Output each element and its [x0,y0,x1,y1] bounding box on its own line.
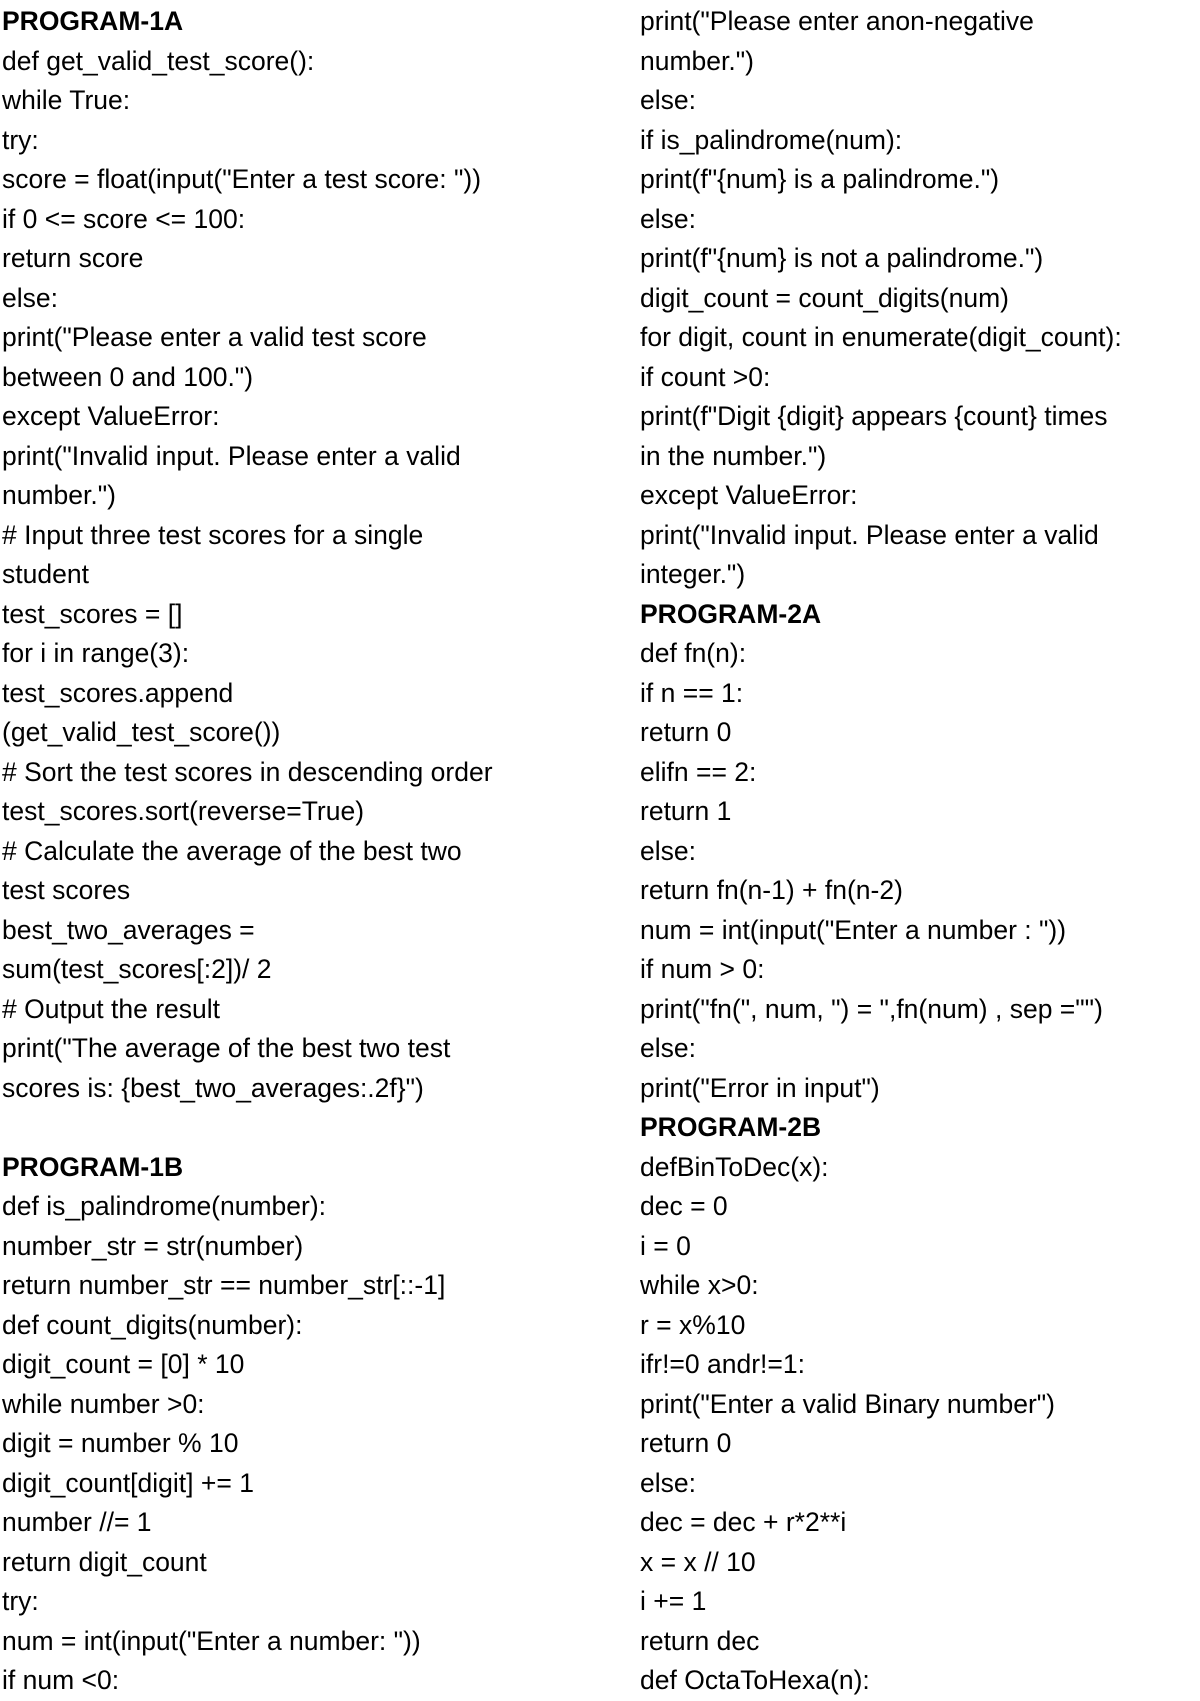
code-line: return number_str == number_str[::-1] [2,1270,446,1300]
code-line: else: [640,1467,696,1498]
program-heading: PROGRAM-1A [2,6,184,36]
code-line: scores is: {best_two_averages:.2f}") [2,1072,424,1103]
code-line: # Input three test scores for a single [2,519,424,550]
code-line: def get_valid_test_score(): [2,45,315,76]
code-line: student [2,559,89,589]
code-line: except ValueError: [640,480,858,510]
program-heading: PROGRAM-2B [640,1112,822,1142]
code-line: in the number.") [640,440,827,471]
code-line: print("Invalid input. Please enter a valid [640,519,1099,550]
code-line: digit_count[digit] += 1 [2,1467,254,1498]
left-column [2,2,582,1701]
code-line: test scores [2,875,131,905]
code-line: (get_valid_test_score()) [2,717,281,747]
code-line: ifr!=0 andr!=1: [640,1349,805,1379]
code-line: for digit, count in enumerate(digit_count): [640,322,1122,352]
code-line: return digit_count [2,1546,207,1577]
code-line: if is_palindrome(num): [640,124,903,155]
program-heading: PROGRAM-1B [2,1151,184,1182]
code-line: else: [640,1033,696,1063]
code-line: else: [640,203,696,234]
code-line: print("Invalid input. Please enter a valid [2,440,461,471]
code-line: return 0 [640,717,732,747]
code-line: number_str = str(number) [2,1230,304,1261]
code-line: # Output the result [2,993,221,1024]
code-line: i = 0 [640,1230,691,1261]
code-line: digit_count = count_digits(num) [640,282,1010,313]
code-line: try: [2,1586,39,1616]
code-line: return dec [640,1625,760,1656]
code-line: sum(test_scores[:2])/ 2 [2,954,272,984]
code-line: return score [2,243,144,273]
code-line: return 0 [640,1428,732,1458]
code-line: for i in range(3): [2,638,190,668]
code-line: x = x // 10 [640,1546,756,1577]
code-line: print(f"{num} is not a palindrome.") [640,243,1044,273]
code-line: return 1 [640,796,732,826]
code-line: number //= 1 [2,1507,152,1537]
code-line: print(f"{num} is a palindrome.") [640,164,1000,194]
program-heading: PROGRAM-2A [640,598,822,629]
code-line: test_scores.append [2,677,234,708]
code-line: else: [640,835,696,866]
code-line: best_two_averages = [2,914,255,945]
code-line: num = int(input("Enter a number : ")) [640,914,1067,945]
code-line: while x>0: [640,1270,759,1300]
code-line: print("fn(", num, ") = ",fn(num) , sep ="") [640,993,1103,1024]
code-line: score = float(input("Enter a test score: ")) [2,164,482,194]
code-line: i += 1 [640,1586,707,1616]
code-line: print("The average of the best two test [2,1033,451,1063]
code-line: return fn(n-1) + fn(n-2) [640,875,903,905]
code-line: print("Please enter anon-negative [640,6,1034,36]
code-line: integer.") [640,559,746,589]
code-line: test_scores.sort(reverse=True) [2,796,365,826]
code-line: # Calculate the average of the best two [2,835,462,866]
code-line: # Sort the test scores in descending order [2,756,493,787]
code-line: print(f"Digit {digit} appears {count} times [640,401,1108,431]
code-line: print("Error in input") [640,1072,880,1103]
code-line: except ValueError: [2,401,220,431]
code-line: if num > 0: [640,954,765,984]
code-line: if 0 <= score <= 100: [2,203,246,234]
code-line: if n == 1: [640,677,744,708]
code-line: print("Please enter a valid test score [2,322,427,352]
code-line: test_scores = [] [2,598,183,629]
code-line: number.") [640,45,754,76]
code-line: while number >0: [2,1388,205,1419]
code-line: dec = 0 [640,1191,728,1221]
blank-line [2,1108,582,1148]
code-line: digit = number % 10 [2,1428,239,1458]
code-line: num = int(input("Enter a number: ")) [2,1625,421,1656]
code-line: else: [640,85,696,115]
code-line: print("Enter a valid Binary number") [640,1388,1056,1419]
right-column [640,2,1200,1701]
code-line: defBinToDec(x): [640,1151,829,1182]
code-line: def OctaToHexa(n): [640,1665,870,1695]
code-line: def count_digits(number): [2,1309,303,1340]
code-line: number.") [2,480,116,510]
code-line: elifn == 2: [640,756,757,787]
code-line: if num <0: [2,1665,120,1695]
code-line: dec = dec + r*2**i [640,1507,847,1537]
code-line: def is_palindrome(number): [2,1191,327,1221]
code-line: if count >0: [640,361,771,392]
code-line: try: [2,124,39,155]
code-line: between 0 and 100.") [2,361,254,392]
code-line: def fn(n): [640,638,747,668]
code-line: digit_count = [0] * 10 [2,1349,245,1379]
code-line: while True: [2,85,131,115]
code-line: else: [2,282,58,313]
code-line: r = x%10 [640,1309,746,1340]
